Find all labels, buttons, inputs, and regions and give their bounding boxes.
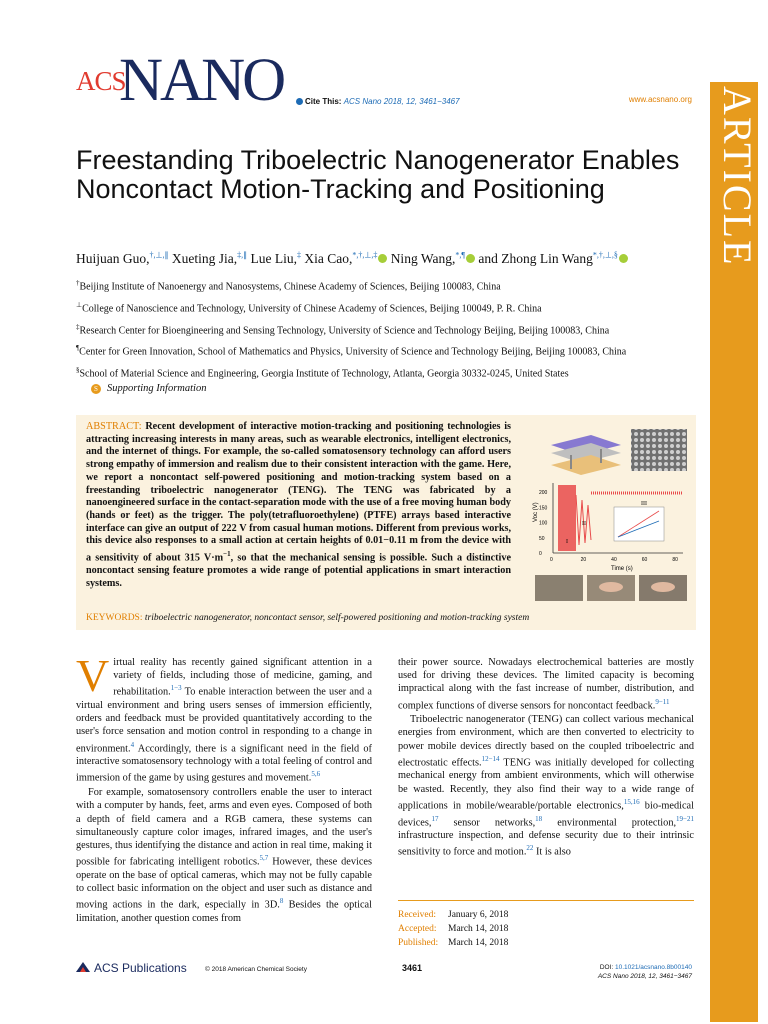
affiliation [76, 342, 706, 359]
y-tick-label: 200 [539, 490, 548, 497]
author[interactable] [391, 251, 475, 266]
x-tick-label: 0 [550, 557, 553, 563]
article-type-sidebar [710, 82, 758, 1022]
doi-link[interactable]: 10.1021/acsnano.8b00140 [615, 964, 692, 971]
cite-this[interactable] [296, 97, 460, 106]
page-number: 3461 [402, 963, 423, 973]
abstract-label: ABSTRACT: [86, 421, 142, 432]
y-tick-label: 100 [539, 520, 548, 527]
affiliation-mark: § [76, 366, 80, 375]
orcid-icon[interactable] [619, 254, 628, 263]
demo-photo-1 [535, 575, 583, 601]
keywords-label: KEYWORDS: [86, 613, 143, 623]
cite-label: Cite This: [305, 97, 342, 106]
body-text: Accordingly, there is a significant need in the field of interactive somatosensory technology with a total feeling of control and immersion of the game by using gestures and movement. [76, 743, 372, 784]
supporting-info-icon: S [91, 384, 101, 394]
supporting-information-link[interactable] [91, 383, 206, 394]
author-list [76, 250, 706, 267]
date-value: March 14, 2018 [448, 938, 509, 948]
author-name[interactable]: Xueting Jia, [171, 250, 238, 266]
body-text: To enable interaction between the user and a virtual environment and bring users senses of immersion efficiently, orders and feedback must be provided quantitatively according to the user's force sensation and motion control in responding to a change in environment. [76, 686, 372, 755]
date-label: Received: [398, 910, 436, 920]
body-column-right [398, 656, 694, 860]
y-tick-label: 150 [539, 505, 548, 512]
date-row [398, 908, 694, 922]
affiliation-mark: ‡ [76, 322, 80, 331]
affiliation-mark: ¶ [76, 344, 80, 353]
body-paragraph [398, 656, 694, 712]
author[interactable] [250, 251, 301, 266]
logo-acs: ACS [76, 66, 126, 96]
cite-ref[interactable]: ACS Nano 2018, 12, 3461−3467 [343, 97, 460, 106]
x-tick-label: 80 [672, 557, 678, 563]
supporting-info-label[interactable]: Supporting Information [107, 383, 207, 394]
author-affiliation-marks: †,⊥,∥ [149, 250, 169, 259]
y-tick-label: 50 [539, 535, 545, 542]
date-value: March 14, 2018 [448, 924, 509, 934]
body-column-left [76, 650, 372, 926]
doi-block [532, 963, 692, 981]
copyright: © 2018 American Chemical Society [205, 966, 307, 973]
x-tick-label: 40 [611, 557, 617, 563]
affiliation-mark: † [76, 279, 80, 287]
affiliation-mark: ⊥ [76, 300, 83, 309]
body-text: their power source. Nowadays electrochemical batteries are mostly used for driving these devices. The limited capacity is becoming impractical along with the fast increase of number, distribution, and complex functions of diverse sensors for noncontact feedback. [398, 657, 694, 712]
body-text: For example, somatosensory controllers enable the user to interact with a computer by hands, feet, arms and even eyes. Composed of both a depth of field camera and a RGB camera, these systems can simultaneously capture color images, infrared images, and the user's gestures, thus identifying the distance and action in real time, making it possible for fabricating intelligent robotics. [76, 787, 372, 868]
body-text: TENG was initially developed for collecting mechanical energy from ambient environments, which will otherwise be wasted. Recently, they also find their way to a wide range of applications in mobile/wearable/portable electronics, [398, 757, 694, 812]
x-tick-label: 20 [580, 557, 587, 563]
citation-ref[interactable]: 15,16 [623, 797, 640, 806]
region-label-3: III [641, 501, 647, 507]
logo-nano: NANO [119, 47, 284, 114]
citation-ref[interactable]: 22 [526, 844, 534, 853]
y-tick-label: 0 [539, 551, 542, 557]
affiliation-text: College of Nanoscience and Technology, University of Chinese Academy of Sciences, Beijing 100049, P. R. China [82, 303, 542, 315]
body-text: irtual reality has recently gained significant attention in a variety of fields, including those of medicine, gaming, and rehabilitation. [113, 657, 372, 698]
orcid-icon[interactable] [466, 254, 475, 263]
author-affiliation-marks: *,†,⊥,§ [592, 250, 618, 259]
citation-ref[interactable]: 18 [535, 814, 543, 823]
author-affiliation-marks: *,¶ [455, 250, 465, 259]
region-label-1: I [566, 539, 568, 545]
author-name[interactable]: Lue Liu, [250, 250, 297, 266]
toc-graphic [531, 425, 691, 605]
affiliation-text: Research Center for Bioengineering and Sensing Technology, University of Science and Technology Beijing, Beijing 100083, China [79, 324, 610, 336]
affiliation-text: Beijing Institute of Nanoenergy and Nanosystems, Chinese Academy of Sciences, Beijing 100083, China [79, 281, 501, 293]
affiliation [76, 321, 706, 338]
citation-ref[interactable]: 4 [130, 740, 135, 749]
body-paragraph [398, 713, 694, 859]
region-label-2: II [582, 521, 586, 527]
abstract-body-end: , so that the mechanical sensing is possible. Such a distinctive noncontact sensing feature promotes a wide range of potential applications in smart interaction systems. [86, 552, 511, 589]
affiliation [76, 364, 706, 381]
citation-ref[interactable]: 1−3 [170, 684, 182, 693]
abstract-text [86, 421, 511, 591]
drop-cap: V [76, 650, 110, 701]
publication-dates [398, 900, 694, 950]
author-affiliation-marks: ‡,∥ [237, 250, 248, 259]
body-text: It is also [533, 846, 571, 858]
body-text: Besides the optical limitation, another question comes from [76, 899, 372, 924]
body-text: However, these devices operate on the base of optical cameras, which may not be fully capable to collect basic information on the object and user such as distance and moving actions in the dark, especially in 3D. [76, 856, 372, 911]
citation-ref[interactable]: 17 [431, 814, 439, 823]
citation-ref[interactable]: 8 [279, 897, 284, 906]
body-paragraph [76, 650, 372, 785]
citation-ref[interactable]: 5,6 [311, 770, 321, 779]
plot-y-axis-label: Voc (V) [533, 502, 539, 522]
journal-website-link[interactable]: www.acsnano.org [628, 95, 692, 104]
author-affiliation-marks: *,†,⊥,‡ [352, 250, 378, 259]
body-text: bio-medical devices, [398, 800, 694, 828]
date-label: Published: [398, 938, 439, 948]
date-row [398, 936, 694, 950]
affiliation-text: School of Material Science and Engineering, Georgia Institute of Technology, Atlanta, Georgia 30332-0245, United States [79, 368, 569, 380]
publisher-name: ACS Publications [94, 961, 187, 975]
keywords-list: triboelectric nanogenerator, noncontact sensor, self-powered positioning and motion-tracking system [144, 613, 530, 623]
affiliation [76, 277, 706, 294]
date-row [398, 922, 694, 936]
article-title: Freestanding Triboelectric Nanogenerator Enables Noncontact Motion-Tracking and Positioning [76, 145, 680, 204]
citation-ref[interactable]: 19−21 [676, 814, 694, 823]
author[interactable] [76, 251, 168, 266]
citation-ref[interactable]: 12−14 [481, 754, 500, 763]
cite-icon [296, 98, 303, 105]
body-text: sensor networks, [438, 816, 536, 828]
author-name[interactable]: Ning Wang, [390, 250, 456, 266]
keywords [86, 613, 686, 623]
abstract-box [76, 415, 696, 630]
orcid-icon[interactable] [378, 254, 387, 263]
body-text: infrastructure inspection, and defense security due to their intrinsic sensitivity to force and motion. [398, 830, 694, 858]
acs-publications-icon [76, 962, 90, 972]
doi-label: DOI: [599, 964, 614, 971]
author-name[interactable]: Huijuan Guo, [76, 250, 150, 266]
body-paragraph [76, 786, 372, 925]
date-label: Accepted: [398, 924, 437, 934]
plot-x-axis-label: Time (s) [611, 566, 633, 572]
acs-publications-logo[interactable] [76, 961, 187, 975]
x-tick-label: 60 [641, 557, 648, 563]
author[interactable] [478, 251, 628, 266]
article-type-label: ARTICLE [715, 86, 760, 267]
footer-journal-ref: ACS Nano 2018, 12, 3461−3467 [597, 973, 692, 980]
body-text: Triboelectric nanogenerator (TENG) can collect various mechanical energies from environment, which are then converted to electricity to power mobile devices directly based on the coupled triboelectric and electrostatic effects. [398, 714, 694, 769]
abstract-body: Recent development of interactive motion-tracking and positioning technologies is attracting increasing interests in many areas, such as wearable electronics, intelligent electronics, and the internet of things. For example, the so-called somatosensory technology can afford users strong empathy of immersion and realism due to their consistent interaction with the game. Here, we report a noncontact self-powered positioning and motion-tracking system based on a freestanding triboelectric nanogenerator (TENG). The TENG was fabricated by a nanoengineered surface in the contact-separation mode with the use of a free moving human body (hands or feet) as the trigger. The poly(tetrafluoroethylene) (PTFE) arrays based interactive interface can give an output of 222 V from casual human motions. Different from previous works, this device also responses to a small action at certain heights of 0.01−0.11 m from the device with a sensitivity of about 315 V·m [86, 421, 511, 564]
citation-ref[interactable]: 9−11 [655, 697, 670, 706]
date-value: January 6, 2018 [448, 910, 509, 920]
citation-ref[interactable]: 5,7 [259, 854, 269, 863]
author[interactable] [172, 251, 247, 266]
author-affiliation-marks: ‡ [296, 250, 301, 259]
body-text: environmental protection, [542, 816, 677, 828]
author-name[interactable]: and Zhong Lin Wang [478, 250, 593, 266]
affiliation [76, 299, 706, 316]
abstract-unit-sup: −1 [223, 550, 231, 559]
affiliation-text: Center for Green Innovation, School of Mathematics and Physics, University of Science and Technology Beijing, Beijing 100083, China [79, 346, 627, 358]
affiliation-list [76, 277, 706, 386]
author[interactable] [304, 251, 387, 266]
author-name[interactable]: Xia Cao, [304, 250, 353, 266]
